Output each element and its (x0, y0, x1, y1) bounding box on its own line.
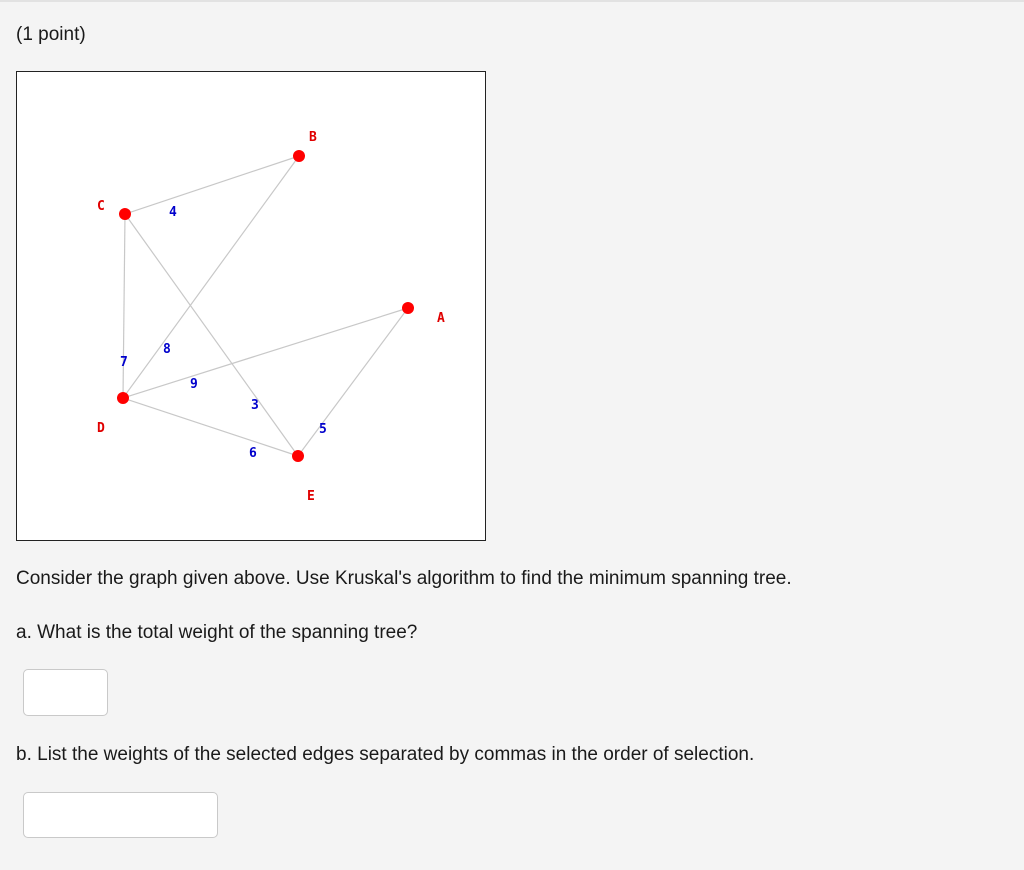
graph-edge-c-b (125, 156, 299, 214)
edge-weight-label: 4 (169, 205, 177, 220)
graph-svg (17, 72, 485, 540)
graph-vertex-c (119, 208, 131, 220)
edge-weight-label: 3 (251, 398, 259, 413)
edge-weight-label: 5 (319, 422, 327, 437)
graph-vertex-d (117, 392, 129, 404)
vertex-label-b: B (309, 130, 317, 145)
graph-edge-c-e (125, 214, 298, 456)
edge-weight-label: 6 (249, 446, 257, 461)
vertex-label-c: C (97, 199, 105, 214)
graph-vertex-b (293, 150, 305, 162)
vertices-layer (117, 150, 414, 462)
graph-edge-d-e (123, 398, 298, 456)
edge-weight-label: 8 (163, 342, 171, 357)
top-divider (0, 0, 1024, 2)
graph-vertex-e (292, 450, 304, 462)
points-label: (1 point) (16, 24, 86, 45)
graph-edge-b-d (123, 156, 299, 398)
graph-vertex-a (402, 302, 414, 314)
question-intro: Consider the graph given above. Use Kruskal's algorithm to find the minimum spanning tree. (16, 568, 792, 589)
graph-edge-a-e (298, 308, 408, 456)
vertex-label-a: A (437, 311, 445, 326)
graph-figure (16, 71, 486, 541)
labels-layer (97, 130, 445, 504)
edge-weight-label: 9 (190, 377, 198, 392)
vertex-label-d: D (97, 421, 105, 436)
edge-weights-input[interactable] (23, 792, 218, 838)
vertex-label-e: E (307, 489, 315, 504)
edge-weight-label: 7 (120, 355, 128, 370)
question-part-b: b. List the weights of the selected edges separated by commas in the order of selection. (16, 744, 755, 765)
question-part-a: a. What is the total weight of the spanning tree? (16, 622, 418, 643)
edges-layer (123, 156, 408, 456)
graph-edge-c-d (123, 214, 125, 398)
total-weight-input[interactable] (23, 669, 108, 716)
